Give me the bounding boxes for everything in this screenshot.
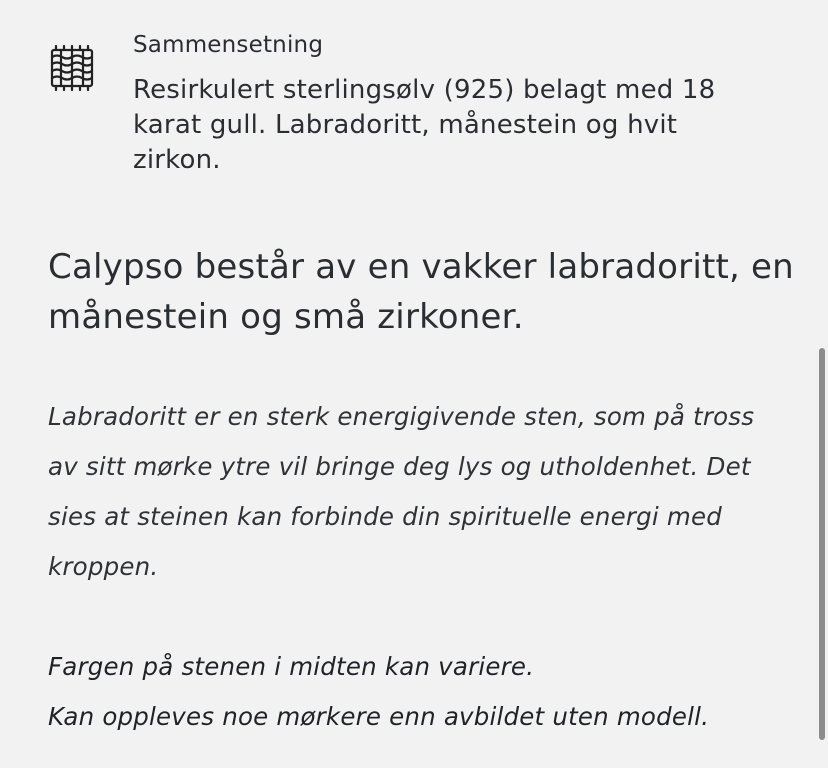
fabric-weave-icon bbox=[48, 44, 96, 92]
note-darker-appearance: Kan oppleves noe mørkere enn avbildet uten modell. bbox=[48, 702, 710, 731]
composition-text bbox=[133, 30, 773, 178]
composition-heading: Sammensetning bbox=[133, 32, 324, 58]
product-headline: Calypso består av en vakker labradoritt, en månestein og små zirkoner. bbox=[48, 247, 794, 337]
note-color-variation: Fargen på stenen i midten kan variere. bbox=[48, 652, 535, 681]
product-description: Labradoritt er en sterk energigivende sten, som på tross av sitt mørke ytre vil bringe deg lys og utholdenhet. Det sies at steinen kan forbinde din spirituelle energi med kroppen. bbox=[48, 402, 755, 581]
composition-body: Resirkulert sterlingsølv (925) belagt med 18 karat gull. Labradoritt, månestein og hvit zirkon. bbox=[133, 75, 716, 175]
product-notes bbox=[48, 642, 808, 742]
vertical-scrollbar[interactable] bbox=[819, 348, 825, 740]
